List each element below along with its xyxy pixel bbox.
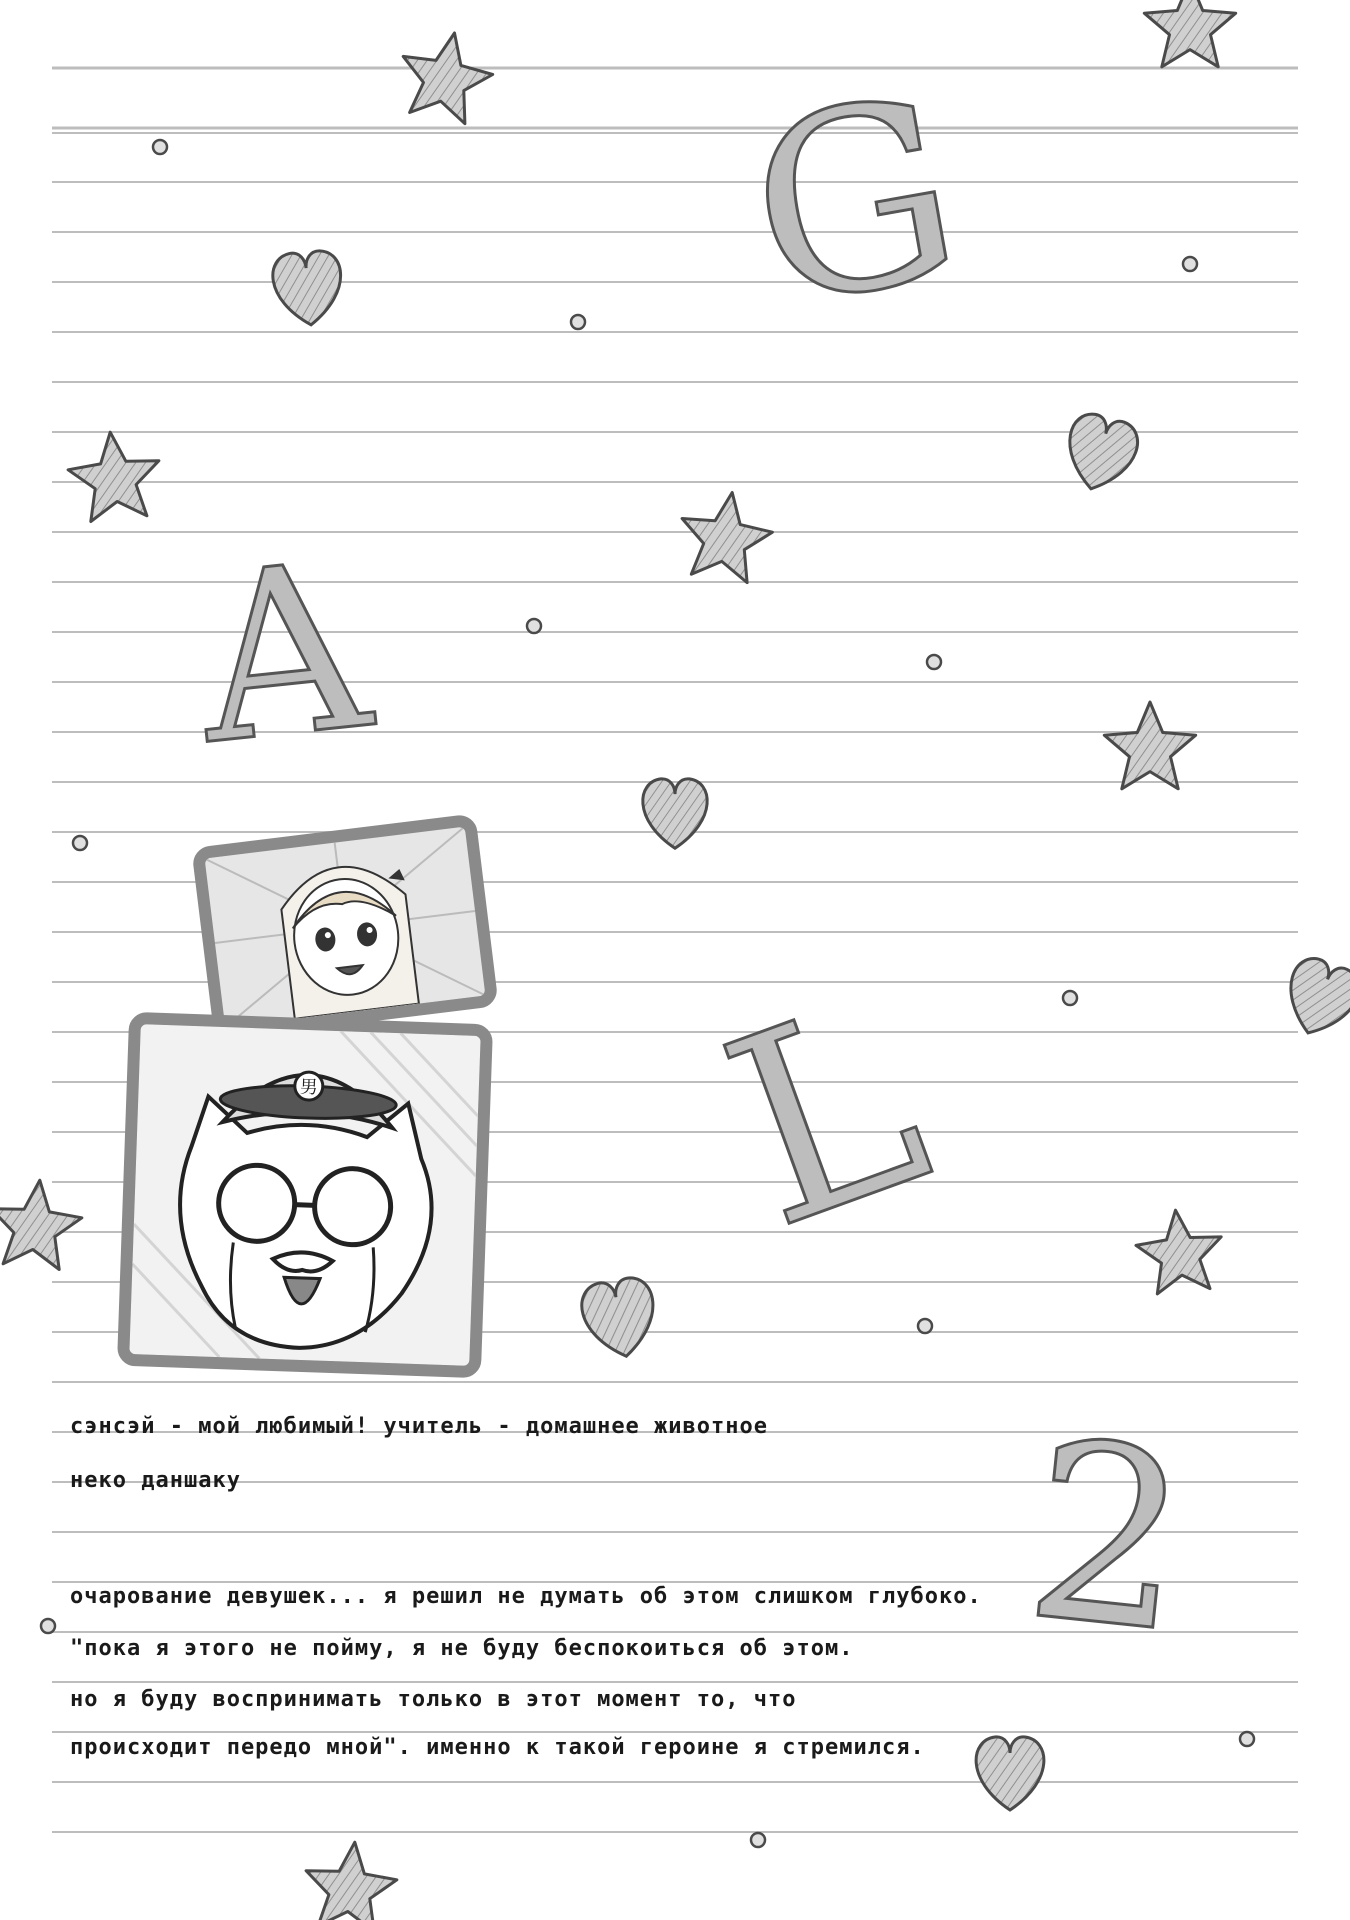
title-letter-l: L xyxy=(693,943,960,1287)
title-digit-2: 2 xyxy=(1015,1387,1201,1688)
afterword-line: но я буду воспринимать только в этот момент то, что xyxy=(70,1687,797,1712)
dot-icon xyxy=(41,1619,55,1633)
star-icon xyxy=(403,33,493,124)
dot-icon xyxy=(73,836,87,850)
dot-icon xyxy=(918,1319,932,1333)
star-icon xyxy=(306,1842,397,1920)
dot-icon xyxy=(1063,991,1077,1005)
heart-icon xyxy=(1058,409,1142,497)
cap-emblem: 男 xyxy=(299,1076,319,1099)
star-icon xyxy=(1104,702,1195,789)
heart-icon xyxy=(643,779,707,848)
girl-illustration-frame xyxy=(191,813,499,1040)
dot-icon xyxy=(751,1833,765,1847)
author-name: неко даншаку xyxy=(70,1468,241,1493)
dot-icon xyxy=(571,315,585,329)
cat-illustration-frame xyxy=(117,1012,493,1378)
book-title: сэнсэй - мой любимый! учитель - домашнее животное xyxy=(70,1414,769,1439)
dot-icon xyxy=(1240,1732,1254,1746)
title-letter-g: G xyxy=(731,41,979,364)
star-icon xyxy=(68,432,159,521)
heart-icon xyxy=(976,1737,1044,1810)
heart-icon xyxy=(1276,953,1350,1045)
afterword-line: "пока я этого не пойму, я не буду беспокоиться об этом. xyxy=(70,1636,854,1661)
dot-icon xyxy=(527,619,541,633)
dot-icon xyxy=(1183,257,1197,271)
dot-icon xyxy=(927,655,941,669)
dot-icon xyxy=(153,140,167,154)
title-letter-a: A xyxy=(186,513,380,796)
heart-icon xyxy=(271,249,345,328)
afterword-line: происходит передо мной". именно к такой героине я стремился. xyxy=(70,1735,925,1760)
heart-icon xyxy=(578,1274,661,1362)
star-icon xyxy=(0,1180,82,1269)
girl-illustration xyxy=(205,827,486,1028)
afterword-line: очарование девушек... я решил не думать об этом слишком глубоко. xyxy=(70,1584,982,1609)
star-icon xyxy=(682,493,772,583)
star-icon xyxy=(1144,0,1235,67)
cat-professor-illustration xyxy=(129,1024,480,1366)
